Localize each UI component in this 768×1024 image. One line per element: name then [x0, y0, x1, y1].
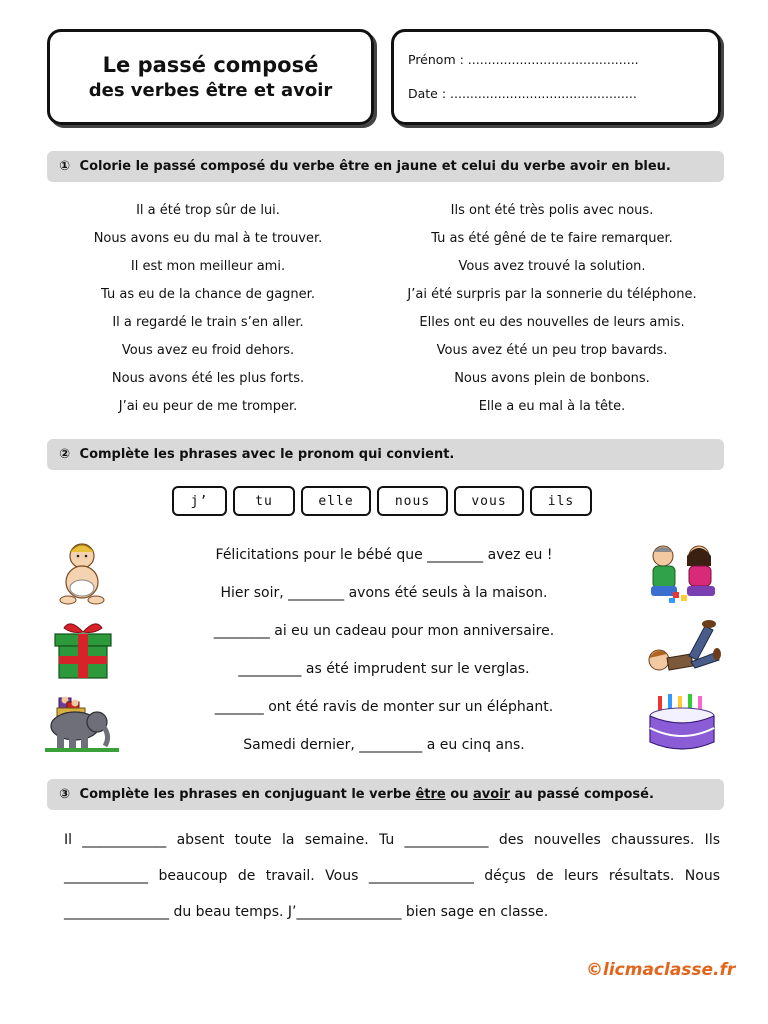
baby-image — [56, 540, 108, 606]
falling-boy-image — [643, 614, 721, 680]
exercise1-instruction: Colorie le passé composé du verbe être en jaune et celui du verbe avoir en bleu. — [79, 159, 671, 174]
sentence[interactable]: Nous avons plein de bonbons. — [454, 371, 650, 386]
verb-etre: être — [415, 787, 446, 802]
sentence[interactable]: Elle a eu mal à la tête. — [478, 399, 626, 414]
sentence[interactable]: Il a regardé le train s’en aller. — [112, 315, 304, 330]
exercise2-instruction-bar — [47, 439, 724, 470]
prenom-dots: ........................................... — [467, 52, 639, 67]
sentence[interactable]: Vous avez trouvé la solution. — [458, 259, 646, 274]
gift-image — [52, 618, 114, 680]
exercise1-left-column — [38, 197, 378, 421]
pronoun-box-je[interactable]: j’ — [172, 486, 227, 516]
student-info-box — [391, 29, 721, 125]
exercise1-right-column — [382, 197, 722, 421]
exercise3-instruction-before: Complète les phrases en conjuguant le verbe — [79, 787, 416, 802]
verb-avoir: avoir — [472, 787, 511, 802]
fill-sentence[interactable]: Samedi dernier, _________ a eu cinq ans. — [243, 737, 525, 753]
pronoun-list — [172, 486, 592, 516]
exercise2-sentences — [160, 536, 608, 764]
exercise3-instruction-bar — [47, 779, 724, 810]
fill-sentence[interactable]: Hier soir, ________ avons été seuls à la maison. — [220, 585, 548, 601]
sentence[interactable]: Vous avez eu froid dehors. — [121, 343, 295, 358]
fill-sentence[interactable]: _________ as été imprudent sur le verglas. — [238, 661, 530, 677]
fill-sentence[interactable]: _______ ont été ravis de monter sur un éléphant. — [214, 699, 554, 715]
exercise3-instruction-mid: ou — [445, 787, 473, 802]
elephant-image — [45, 694, 119, 754]
birthday-cake-image — [644, 690, 720, 758]
sentence[interactable]: Tu as été gêné de te faire remarquer. — [431, 231, 673, 246]
sentence[interactable]: J’ai eu peur de me tromper. — [118, 399, 298, 414]
title-box — [47, 29, 374, 125]
date-label: Date : — [408, 86, 447, 101]
page-subtitle: des verbes être et avoir — [88, 80, 333, 101]
fill-sentence[interactable]: Félicitations pour le bébé que ________ avez eu ! — [215, 547, 553, 563]
pronoun-box-nous[interactable]: nous — [377, 486, 448, 516]
page-title: Le passé composé — [102, 53, 319, 77]
pronoun-box-ils[interactable]: ils — [530, 486, 592, 516]
pronoun-box-tu[interactable]: tu — [233, 486, 295, 516]
sentence[interactable]: Il a été trop sûr de lui. — [136, 203, 280, 218]
sentence[interactable]: Tu as eu de la chance de gagner. — [101, 287, 315, 302]
exercise2-instruction: Complète les phrases avec le pronom qui convient. — [79, 447, 455, 462]
pronoun-box-elle[interactable]: elle — [301, 486, 371, 516]
sentence[interactable]: Elles ont eu des nouvelles de leurs amis. — [419, 315, 685, 330]
exercise1-number: ① — [59, 159, 71, 174]
prenom-field[interactable] — [408, 52, 718, 86]
sentence[interactable]: Vous avez été un peu trop bavards. — [436, 343, 668, 358]
children-playing-image — [643, 540, 721, 604]
site-logo: ©licmaclasse.fr — [586, 960, 736, 980]
exercise2-number: ② — [59, 447, 71, 462]
sentence[interactable]: Ils ont été très polis avec nous. — [450, 203, 654, 218]
exercise3-paragraph[interactable]: Il ____________ absent toute la semaine. Tu ____________ des nouvelles chaussures. Ils ____________ beaucoup de travail. Vous _______________ déçus de leurs résultats. Nous _______________ du beau temps. J’_______________ bien sage en classe. — [64, 832, 720, 920]
pronoun-box-vous[interactable]: vous — [454, 486, 524, 516]
prenom-label: Prénom : — [408, 52, 464, 67]
sentence[interactable]: J’ai été surpris par la sonnerie du téléphone. — [407, 287, 697, 302]
date-field[interactable] — [408, 86, 718, 120]
sentence[interactable]: Nous avons été les plus forts. — [111, 371, 305, 386]
sentence[interactable]: Nous avons eu du mal à te trouver. — [93, 231, 323, 246]
exercise3-instruction-after: au passé composé. — [510, 787, 654, 802]
fill-sentence[interactable]: ________ ai eu un cadeau pour mon anniversaire. — [213, 623, 555, 639]
date-dots: ............................................... — [450, 86, 637, 101]
exercise1-instruction-bar — [47, 151, 724, 182]
exercise3-number: ③ — [59, 787, 71, 802]
sentence[interactable]: Il est mon meilleur ami. — [130, 259, 286, 274]
